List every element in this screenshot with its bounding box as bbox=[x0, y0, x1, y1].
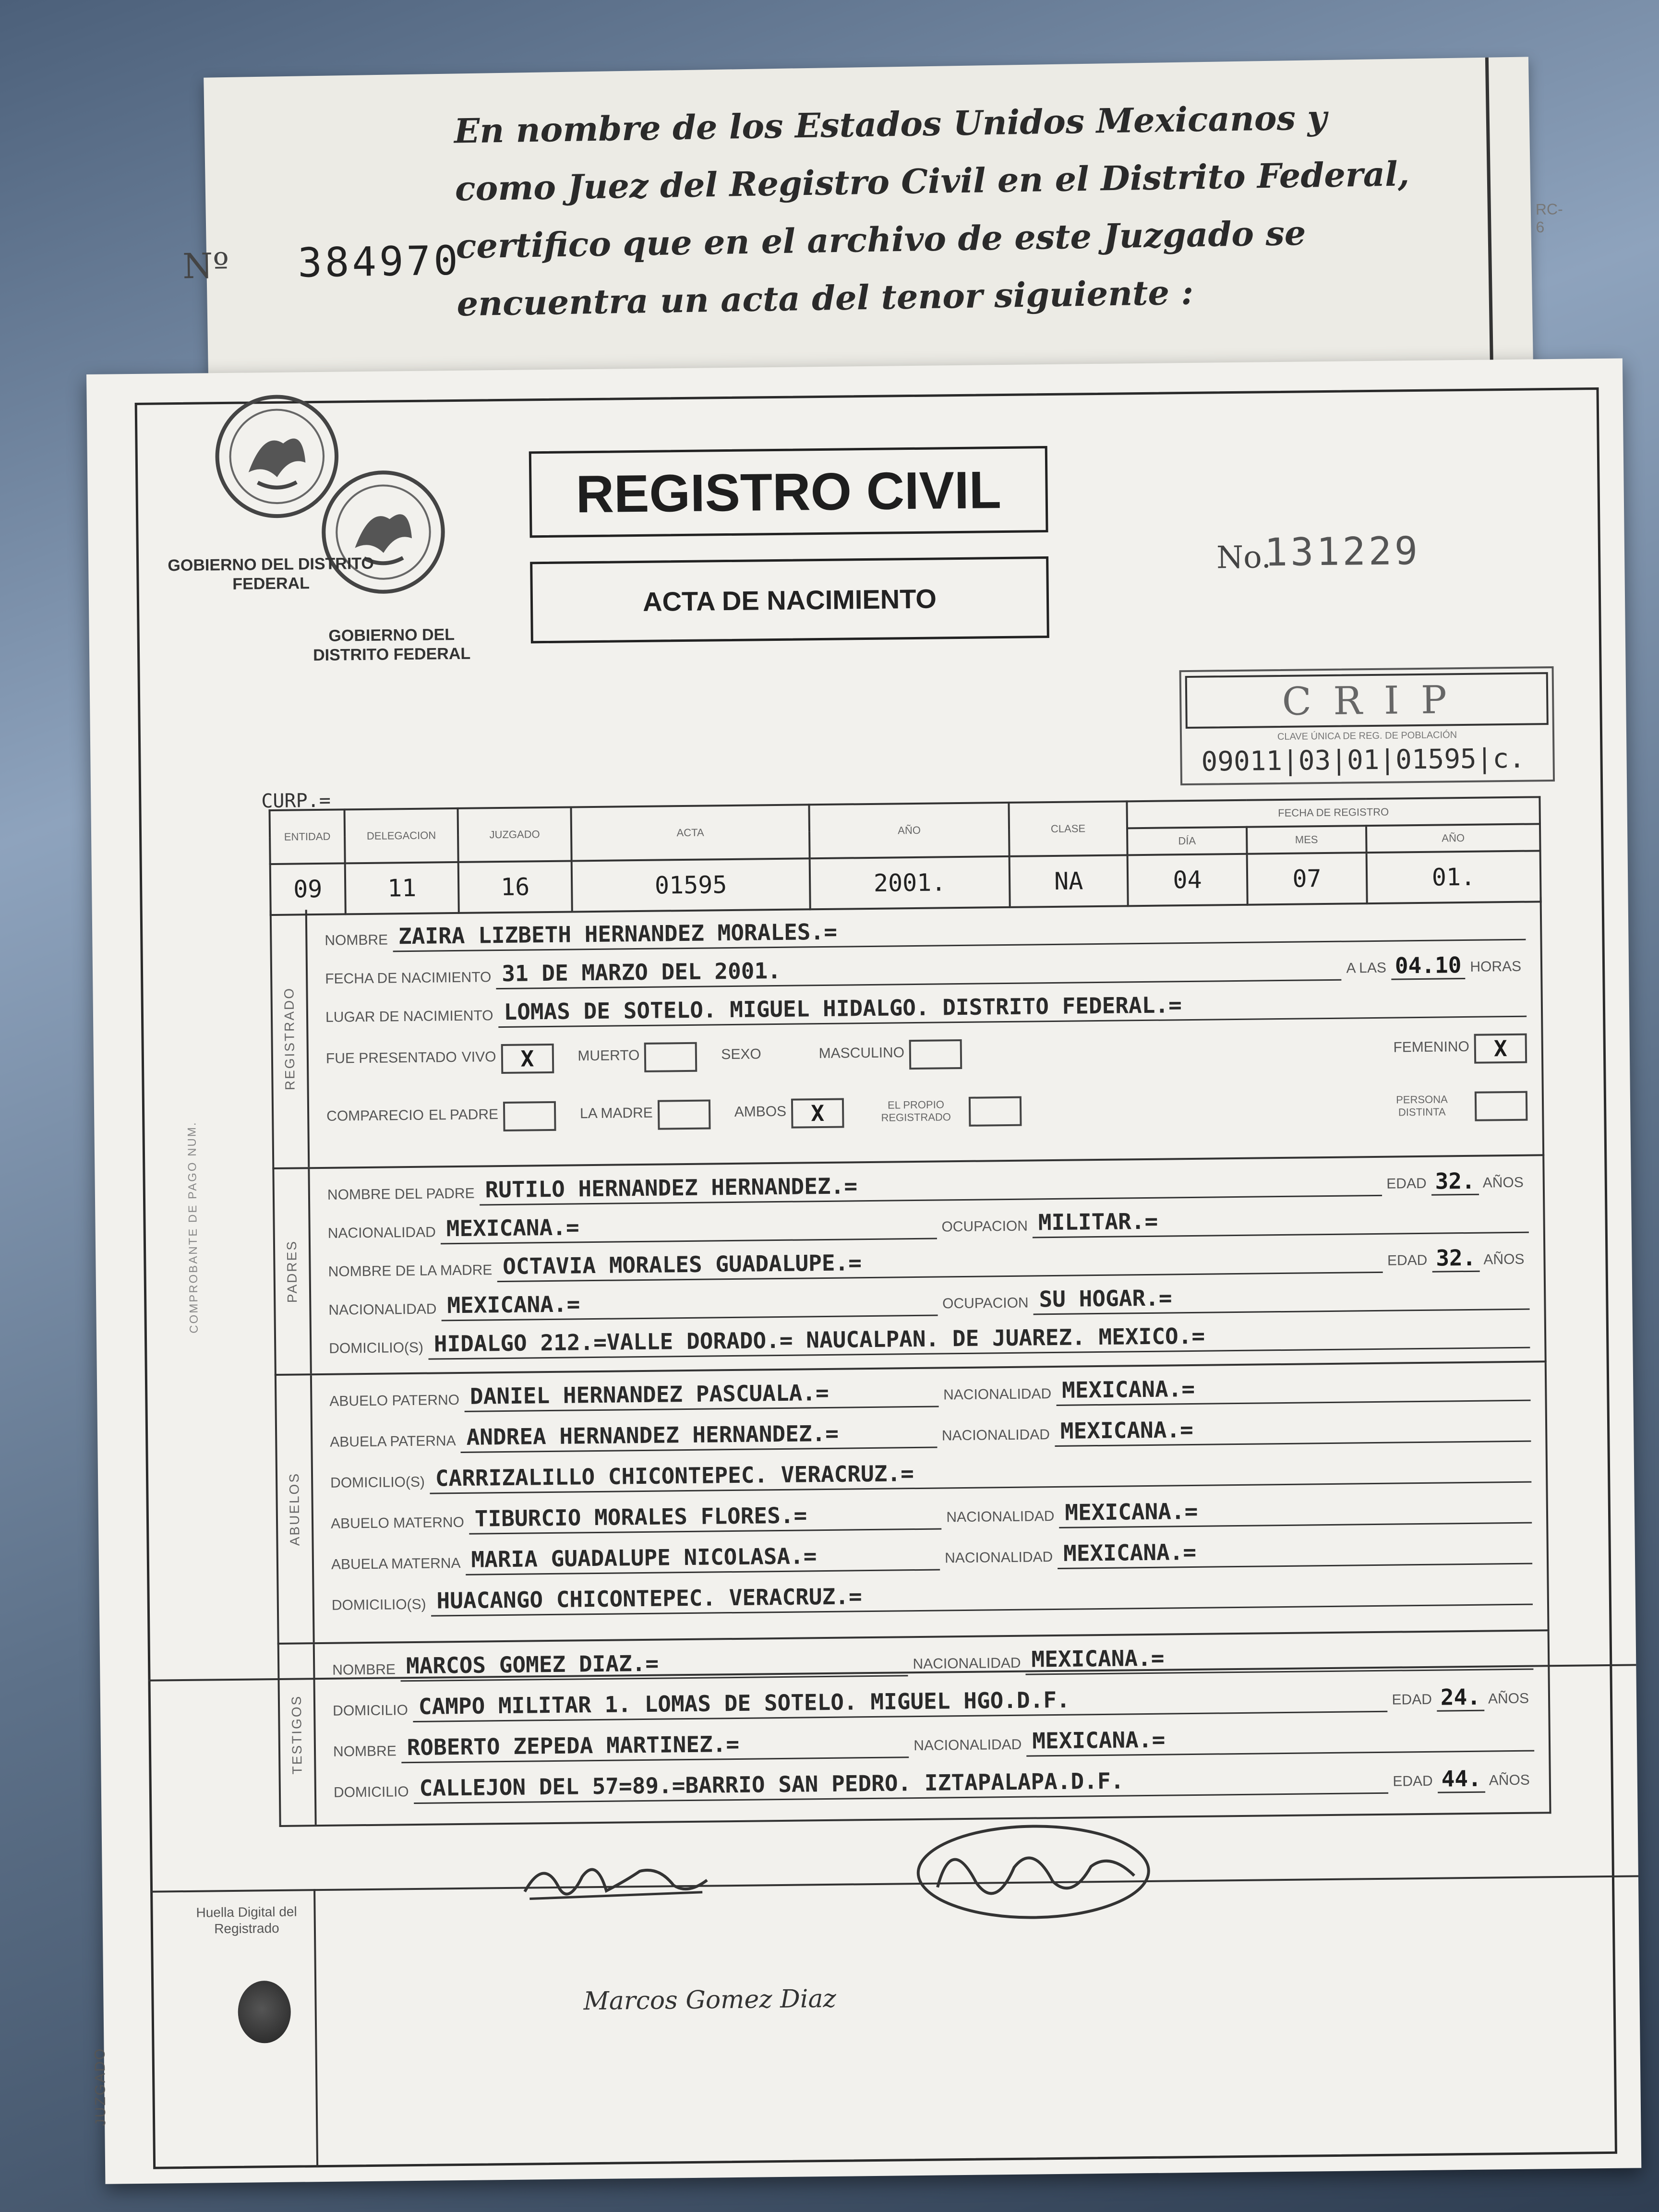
padres-section bbox=[272, 1156, 1546, 1376]
certificate-number: 384970 bbox=[297, 237, 461, 287]
padre-ocupacion: MILITAR.= bbox=[1033, 1203, 1529, 1238]
anos-label: AÑOS bbox=[1488, 1690, 1529, 1707]
section-label: TESTIGOS bbox=[279, 1644, 317, 1825]
header-juzgado: JUZGADO bbox=[458, 807, 572, 862]
comprobante-label: COMPROBANTE DE PAGO NUM. bbox=[185, 1121, 201, 1334]
madre-checkbox bbox=[657, 1099, 710, 1130]
crip-title: C R I P bbox=[1185, 672, 1549, 729]
presentado-label: FUE PRESENTADO bbox=[325, 1049, 457, 1067]
code-anio: 01. bbox=[1366, 851, 1540, 903]
testigo-1-nacionalidad: MEXICANA.= bbox=[1025, 1640, 1533, 1675]
acta-number-label: No. bbox=[1216, 540, 1272, 576]
hora-prefix: A LAS bbox=[1346, 960, 1387, 976]
section-label: REGISTRADO bbox=[272, 910, 310, 1167]
nacionalidad-label: NACIONALIDAD bbox=[328, 1301, 437, 1318]
nombre-label: NOMBRE bbox=[325, 932, 388, 949]
madre-nacionalidad: MEXICANA.= bbox=[441, 1286, 938, 1322]
record-codes-table bbox=[269, 796, 1542, 916]
registrado-section bbox=[270, 897, 1545, 1169]
edad-label: EDAD bbox=[1393, 1773, 1433, 1790]
abuelo-paterno-nacionalidad: MEXICANA.= bbox=[1056, 1371, 1531, 1406]
anos-label: AÑOS bbox=[1483, 1251, 1525, 1268]
testigo-1-domicilio: CAMPO MILITAR 1. LOMAS DE SOTELO. MIGUEL HGO.D.F. bbox=[412, 1682, 1387, 1722]
testigo-2-domicilio: CALLEJON DEL 57=89.=BARRIO SAN PEDRO. IZTAPALAPA.D.F. bbox=[413, 1764, 1388, 1804]
testigo-2-edad: 44. bbox=[1437, 1766, 1485, 1793]
muerto-label: MUERTO bbox=[577, 1047, 640, 1064]
vivo-checkbox: X bbox=[501, 1044, 554, 1074]
acta-number: 131229 bbox=[1264, 528, 1421, 575]
hora-suffix: HORAS bbox=[1470, 958, 1522, 975]
femenino-label: FEMENINO bbox=[1393, 1038, 1469, 1056]
vivo-label: VIVO bbox=[461, 1049, 496, 1065]
margin-line bbox=[1485, 58, 1493, 365]
abuela-materna: MARIA GUADALUPE NICOLASA.= bbox=[465, 1540, 940, 1575]
nacionalidad-label: NACIONALIDAD bbox=[944, 1549, 1053, 1566]
certification-text: En nombre de los Estados Unidos Mexicanos y como Juez del Registro Civil en el Distrito Federal, certifico que en el archivo de este Juzgado se encuentra un acta del tenor siguiente : bbox=[454, 97, 1410, 324]
ambos-checkbox: X bbox=[791, 1098, 844, 1129]
padre-edad: 32. bbox=[1431, 1168, 1479, 1196]
nacionalidad-label: NACIONALIDAD bbox=[327, 1224, 436, 1241]
anos-label: AÑOS bbox=[1489, 1772, 1530, 1789]
padre-label: NOMBRE DEL PADRE bbox=[327, 1185, 475, 1203]
nombre-label: NOMBRE bbox=[332, 1661, 396, 1678]
signature-2-icon bbox=[908, 1813, 1159, 1931]
huella-label: Huella Digital del Registrado bbox=[196, 1904, 297, 1936]
femenino-checkbox: X bbox=[1474, 1034, 1527, 1064]
anos-label: AÑOS bbox=[1482, 1174, 1524, 1191]
ambos-label: AMBOS bbox=[734, 1103, 787, 1120]
testigo-2-nombre: ROBERTO ZEPEDA MARTINEZ.= bbox=[401, 1728, 909, 1763]
header-anio: AÑO bbox=[1366, 824, 1540, 853]
seal-caption: GOBIERNO DEL DISTRITO FEDERAL bbox=[313, 625, 471, 665]
masculino-label: MASCULINO bbox=[818, 1045, 905, 1062]
abuela-paterna-label: ABUELA PATERNA bbox=[330, 1433, 456, 1450]
abuelo-materno-nacionalidad: MEXICANA.= bbox=[1059, 1493, 1532, 1528]
persona-distinta-label: PERSONA DISTINTA bbox=[1396, 1093, 1448, 1118]
ocupacion-label: OCUPACION bbox=[942, 1295, 1029, 1312]
abuela-paterna: ANDREA HERNANDEZ HERNANDEZ.= bbox=[460, 1418, 937, 1453]
registrado-nombre: ZAIRA LIZBETH HERNANDEZ MORALES.= bbox=[393, 910, 1526, 952]
birth-record-sheet bbox=[86, 358, 1641, 2184]
abuelo-materno: TIBURCIO MORALES FLORES.= bbox=[469, 1499, 942, 1534]
header-entidad: ENTIDAD bbox=[270, 809, 345, 864]
abuelo-materno-label: ABUELO MATERNO bbox=[330, 1514, 465, 1532]
testigo-2-nacionalidad: MEXICANA.= bbox=[1026, 1721, 1534, 1757]
curp-label: CURP.= bbox=[261, 789, 331, 813]
padre-checkbox bbox=[503, 1101, 556, 1131]
nacionalidad-label: NACIONALIDAD bbox=[943, 1386, 1052, 1403]
nacionalidad-label: NACIONALIDAD bbox=[941, 1427, 1050, 1444]
edad-label: EDAD bbox=[1387, 1252, 1428, 1269]
domicilio-label: DOMICILIO(S) bbox=[330, 1474, 425, 1491]
record-title: REGISTRO CIVIL bbox=[529, 446, 1048, 538]
header-clase: CLASE bbox=[1009, 801, 1127, 856]
signature-1-icon bbox=[515, 1837, 717, 1920]
header-mes: MES bbox=[1247, 826, 1366, 854]
testigo-1-nombre: MARCOS GOMEZ DIAZ.= bbox=[400, 1646, 908, 1682]
nombre-label: NOMBRE bbox=[333, 1743, 397, 1760]
fingerprint-icon bbox=[238, 1981, 291, 2044]
record-subtitle: ACTA DE NACIMIENTO bbox=[530, 556, 1049, 643]
header-dia: DÍA bbox=[1127, 827, 1247, 855]
code-mes: 07 bbox=[1247, 853, 1367, 905]
madre-ocupacion: SU HOGAR.= bbox=[1033, 1280, 1529, 1315]
nacionalidad-label: NACIONALIDAD bbox=[914, 1736, 1022, 1754]
domicilio-label: DOMICILIO bbox=[333, 1702, 409, 1719]
huella-box bbox=[150, 1889, 318, 2169]
crip-box bbox=[1179, 666, 1555, 785]
form-code: RC-6 bbox=[1535, 200, 1563, 236]
section-label: ABUELOS bbox=[276, 1375, 315, 1643]
persona-distinta-checkbox bbox=[1475, 1091, 1528, 1121]
handwritten-witness-name: Marcos Gomez Diaz bbox=[583, 1984, 837, 2016]
testigos-section bbox=[277, 1631, 1551, 1827]
padre-nacionalidad: MEXICANA.= bbox=[440, 1209, 937, 1245]
seal-caption: GOBIERNO DEL DISTRITO FEDERAL bbox=[168, 554, 374, 593]
code-juzgado: 16 bbox=[458, 861, 572, 913]
domicilio-label: DOMICILIO(S) bbox=[331, 1596, 426, 1613]
domicilio-maternos: HUACANGO CHICONTEPEC. VERACRUZ.= bbox=[431, 1575, 1533, 1617]
abuelo-paterno-label: ABUELO PATERNO bbox=[329, 1392, 460, 1409]
code-ano: 2001. bbox=[810, 856, 1010, 909]
madre-edad: 32. bbox=[1432, 1245, 1480, 1273]
madre-label: NOMBRE DE LA MADRE bbox=[328, 1262, 493, 1280]
header-acta: ACTA bbox=[571, 805, 809, 861]
fecha-nacimiento-label: FECHA DE NACIMIENTO bbox=[325, 969, 492, 987]
code-clase: NA bbox=[1010, 855, 1128, 907]
lugar-nacimiento: LOMAS DE SOTELO. MIGUEL HIDALGO. DISTRITO FEDERAL.= bbox=[498, 987, 1527, 1028]
abuelos-section bbox=[275, 1362, 1550, 1645]
abuela-paterna-nacionalidad: MEXICANA.= bbox=[1055, 1412, 1531, 1447]
juzgado-label: JUZGADO bbox=[92, 2047, 109, 2127]
code-delegacion: 11 bbox=[345, 862, 459, 914]
testigo-1-edad: 24. bbox=[1437, 1684, 1485, 1712]
domicilio-label: DOMICILIO(S) bbox=[329, 1339, 424, 1357]
propio-label: EL PROPIO REGISTRADO bbox=[881, 1098, 951, 1124]
header-ano: AÑO bbox=[809, 803, 1009, 858]
domicilio-label: DOMICILIO bbox=[333, 1784, 409, 1801]
certificate-number-label: Nº bbox=[182, 245, 229, 287]
crip-code: 09011|03|01|01595|c. bbox=[1201, 743, 1526, 778]
nacionalidad-label: NACIONALIDAD bbox=[913, 1655, 1021, 1672]
ocupacion-label: OCUPACION bbox=[941, 1218, 1028, 1235]
section-label: PADRES bbox=[274, 1169, 312, 1374]
propio-checkbox bbox=[969, 1096, 1022, 1127]
padre-option-label: EL PADRE bbox=[428, 1106, 499, 1123]
padre-nombre: RUTILO HERNANDEZ HERNANDEZ.= bbox=[479, 1166, 1382, 1206]
masculino-checkbox bbox=[909, 1039, 962, 1070]
crip-subtitle: CLAVE ÚNICA DE REG. DE POBLACIÓN bbox=[1277, 730, 1457, 743]
hora-nacimiento: 04.10 bbox=[1391, 952, 1466, 980]
fecha-nacimiento: 31 DE MARZO DEL 2001. bbox=[496, 950, 1342, 989]
code-dia: 04 bbox=[1128, 854, 1248, 906]
madre-option-label: LA MADRE bbox=[579, 1105, 653, 1122]
domicilio-paternos: CARRIZALILLO CHICONTEPEC. VERACRUZ.= bbox=[429, 1453, 1531, 1494]
sexo-label: SEXO bbox=[721, 1046, 761, 1063]
comparecio-label: COMPARECIO bbox=[326, 1107, 424, 1124]
code-acta: 01595 bbox=[572, 858, 810, 912]
abuela-materna-nacionalidad: MEXICANA.= bbox=[1058, 1534, 1532, 1569]
lugar-nacimiento-label: LUGAR DE NACIMIENTO bbox=[325, 1008, 493, 1025]
code-entidad: 09 bbox=[270, 863, 346, 915]
nacionalidad-label: NACIONALIDAD bbox=[946, 1508, 1055, 1526]
abuela-materna-label: ABUELA MATERNA bbox=[331, 1555, 461, 1573]
padres-domicilio: HIDALGO 212.=VALLE DORADO.= NAUCALPAN. DE JUAREZ. MEXICO.= bbox=[428, 1318, 1530, 1360]
edad-label: EDAD bbox=[1386, 1175, 1427, 1192]
abuelo-paterno: DANIEL HERNANDEZ PASCUALA.= bbox=[464, 1377, 939, 1412]
madre-nombre: OCTAVIA MORALES GUADALUPE.= bbox=[497, 1243, 1382, 1282]
header-fecha-registro: FECHA DE REGISTRO bbox=[1127, 797, 1540, 828]
edad-label: EDAD bbox=[1392, 1691, 1432, 1708]
header-delegacion: DELEGACION bbox=[345, 808, 458, 863]
muerto-checkbox bbox=[644, 1042, 697, 1072]
